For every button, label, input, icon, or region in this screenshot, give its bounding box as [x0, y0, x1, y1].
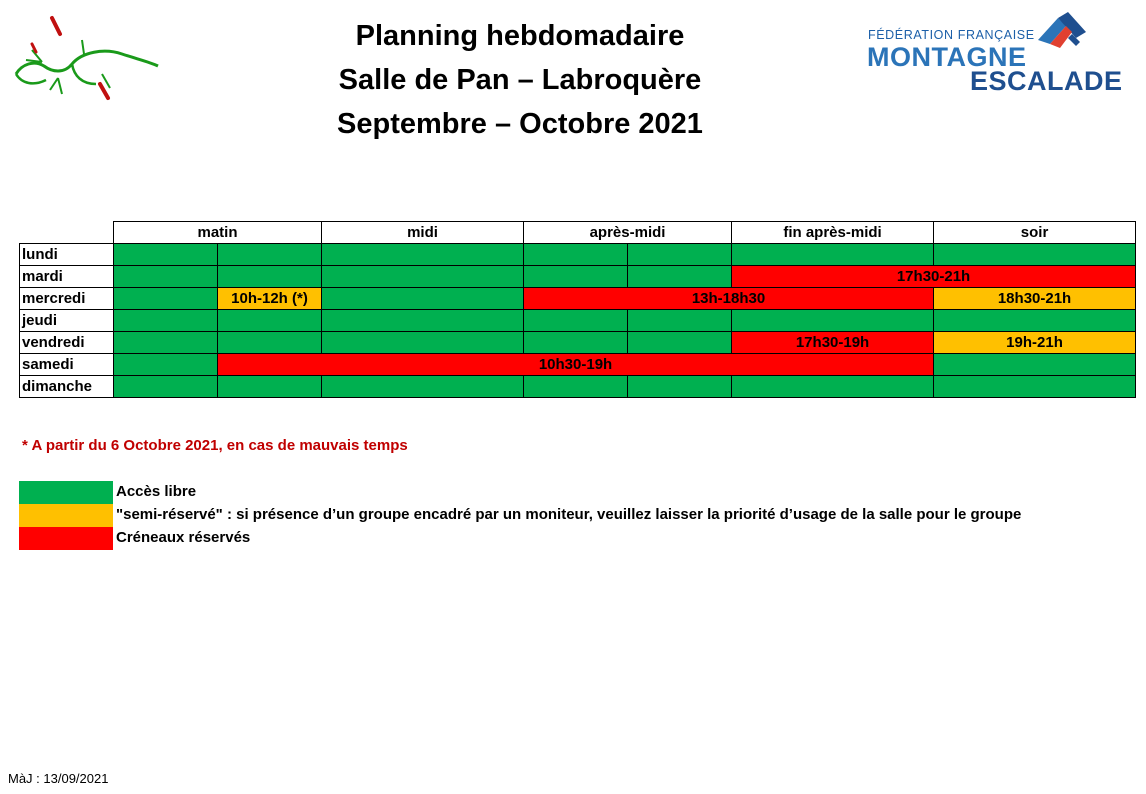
title-line-3: Septembre – Octobre 2021: [337, 108, 703, 140]
schedule-table: [19, 221, 1136, 398]
day-label: samedi: [20, 354, 114, 376]
slot-libre: [114, 288, 218, 310]
slot-libre: [322, 244, 524, 266]
slot-libre: [628, 244, 732, 266]
ffme-federation-text: FÉDÉRATION FRANÇAISE: [868, 28, 1035, 42]
legend-swatch-green: [19, 481, 113, 504]
bad-weather-note: * A partir du 6 Octobre 2021, en cas de mauvais temps: [22, 437, 408, 454]
header-matin: matin: [114, 222, 322, 244]
slot-libre: [934, 376, 1136, 398]
row-mardi: [20, 266, 1136, 288]
legend-swatch-red: [19, 527, 113, 550]
row-samedi: [20, 354, 1136, 376]
corner-cell: [20, 222, 114, 244]
header-soir: soir: [934, 222, 1136, 244]
slot-libre: [732, 244, 934, 266]
row-jeudi: [20, 310, 1136, 332]
day-label: jeudi: [20, 310, 114, 332]
header-midi: midi: [322, 222, 524, 244]
header-fin-apres-midi: fin après-midi: [732, 222, 934, 244]
ffme-mountain-icon: [1036, 12, 1088, 58]
slot-libre: [732, 310, 934, 332]
title-line-1: Planning hebdomadaire: [355, 20, 685, 52]
slot-libre: [524, 244, 628, 266]
slot-libre: [114, 332, 218, 354]
ffme-escalade-text: ESCALADE: [970, 66, 1123, 96]
row-mercredi: [20, 288, 1136, 310]
slot-reserve: 17h30-21h: [732, 266, 1136, 288]
update-date: MàJ : 13/09/2021: [8, 771, 109, 786]
legend-label: Créneaux réservés: [116, 529, 251, 546]
day-label: mardi: [20, 266, 114, 288]
slot-libre: [628, 310, 732, 332]
slot-libre: [218, 310, 322, 332]
legend-label: Accès libre: [116, 483, 197, 500]
slot-reserve: 17h30-19h: [732, 332, 934, 354]
slot-reserve: 10h30-19h: [218, 354, 934, 376]
legend-swatch-orange: [19, 504, 113, 527]
slot-libre: [322, 310, 524, 332]
slot-libre: [218, 244, 322, 266]
slot-libre: [114, 354, 218, 376]
slot-libre: [114, 244, 218, 266]
slot-semi-reserve: 18h30-21h: [934, 288, 1136, 310]
row-dimanche: [20, 376, 1136, 398]
slot-libre: [524, 376, 628, 398]
slot-libre: [524, 332, 628, 354]
slot-libre: [628, 332, 732, 354]
slot-libre: [322, 376, 524, 398]
ffme-logo: [864, 12, 1136, 98]
row-vendredi: [20, 332, 1136, 354]
slot-libre: [218, 332, 322, 354]
slot-libre: [934, 354, 1136, 376]
day-label: vendredi: [20, 332, 114, 354]
slot-libre: [732, 376, 934, 398]
slot-libre: [114, 266, 218, 288]
page-title: [270, 14, 770, 146]
slot-libre: [524, 310, 628, 332]
slot-libre: [218, 376, 322, 398]
day-label: dimanche: [20, 376, 114, 398]
day-label: lundi: [20, 244, 114, 266]
slot-libre: [322, 332, 524, 354]
header-row: [20, 222, 1136, 244]
slot-libre: [322, 266, 524, 288]
slot-libre: [934, 244, 1136, 266]
slot-libre: [934, 310, 1136, 332]
header-apres-midi: après-midi: [524, 222, 732, 244]
lizard-logo-icon: [12, 14, 162, 104]
slot-libre: [628, 266, 732, 288]
slot-libre: [628, 376, 732, 398]
legend-label: "semi-réservé" : si présence d’un groupe encadré par un moniteur, veuillez laisser la priorité d’usage de la salle pour le groupe: [116, 506, 1022, 523]
slot-libre: [322, 288, 524, 310]
title-line-2: Salle de Pan – Labroquère: [338, 64, 702, 96]
slot-libre: [114, 376, 218, 398]
slot-semi-reserve: 19h-21h: [934, 332, 1136, 354]
ffme-montagne-text: MONTAGNE: [867, 42, 1027, 72]
slot-libre: [114, 310, 218, 332]
slot-libre: [524, 266, 628, 288]
day-label: mercredi: [20, 288, 114, 310]
row-lundi: [20, 244, 1136, 266]
slot-semi-reserve: 10h-12h (*): [218, 288, 322, 310]
slot-libre: [218, 266, 322, 288]
slot-reserve: 13h-18h30: [524, 288, 934, 310]
